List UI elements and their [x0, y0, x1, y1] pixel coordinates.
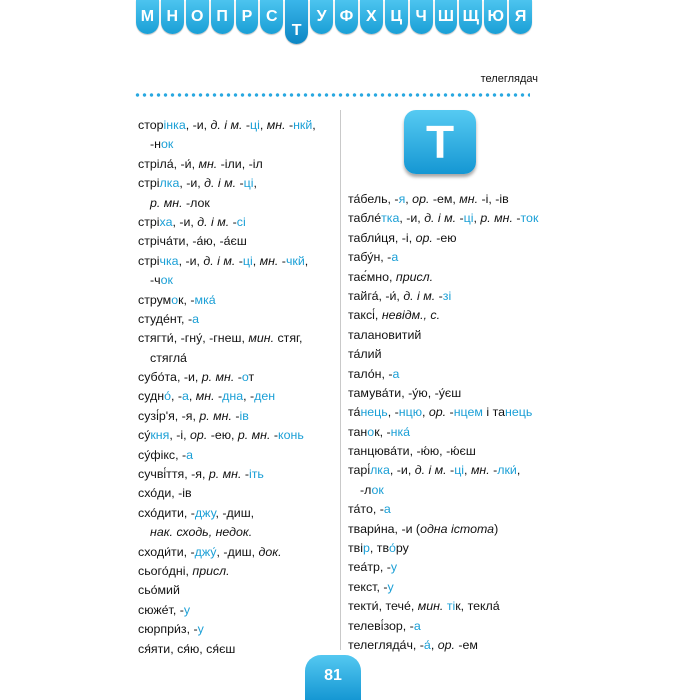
entry-segment: -л: [360, 482, 372, 497]
dictionary-entry-line: [138, 213, 338, 232]
highlighted-segment: чкй: [285, 253, 305, 268]
dictionary-entry-line: [348, 209, 558, 228]
alphabet-tab: Ф: [335, 0, 358, 34]
entry-segment: та́лий: [348, 347, 382, 362]
dictionary-entry-line: [348, 597, 558, 616]
entry-segment: -ч: [150, 273, 161, 288]
entry-segment: мн.: [266, 118, 286, 132]
entry-segment: присл.: [395, 269, 434, 284]
entry-segment: стрі: [138, 176, 160, 191]
highlighted-segment: ок: [160, 273, 173, 288]
entry-segment: ,: [253, 176, 257, 191]
entry-segment: мн.: [198, 156, 218, 171]
dictionary-entry-line: [138, 504, 338, 523]
dictionary-entry-line: [138, 174, 338, 193]
entry-segment: -іли, -іл: [217, 156, 263, 171]
highlighted-segment: нець: [505, 405, 533, 420]
entry-segment: -лок: [182, 195, 210, 210]
dictionary-entry-line: [348, 617, 558, 636]
entry-segment: мн.: [195, 389, 215, 404]
alphabet-tab: Н: [161, 0, 184, 34]
entry-segment: стріча́ти, -а́ю, -а́єш: [138, 234, 247, 249]
entry-segment: ,: [259, 118, 267, 132]
dictionary-entry-line: [348, 636, 558, 655]
dictionary-entry-line: [138, 349, 338, 368]
alphabet-tab: М: [136, 0, 159, 34]
entry-segment: д. і м.: [403, 288, 436, 303]
entry-segment: -: [435, 288, 443, 303]
dictionary-entry-line: [138, 116, 338, 135]
dictionary-entry-line: [348, 423, 558, 442]
entry-segment: -: [456, 211, 464, 226]
entry-segment: ор.: [437, 637, 455, 652]
dictionary-entry-line: [348, 442, 558, 461]
page-number: 81: [305, 655, 361, 700]
entry-segment: стор: [138, 118, 164, 132]
dictionary-entry-line: [138, 620, 338, 639]
highlighted-segment: дна: [222, 389, 244, 404]
dictionary-entry-line: [138, 271, 338, 290]
entry-segment: тан: [348, 424, 368, 439]
entries-column-left: [138, 116, 338, 659]
entry-segment: ): [494, 521, 499, 536]
alphabet-tab: О: [186, 0, 209, 34]
entry-segment: мин.: [417, 599, 444, 614]
entry-segment: сього́дні,: [138, 563, 193, 578]
entry-segment: ор.: [415, 230, 433, 245]
dictionary-entry-line: [138, 543, 338, 562]
entry-segment: -: [270, 428, 279, 443]
entry-segment: сюже́т, -: [138, 602, 184, 617]
highlighted-segment: конь: [278, 428, 304, 443]
entry-segment: , -: [170, 389, 182, 404]
entry-segment: ор.: [412, 192, 430, 206]
dictionary-entry-line: [138, 426, 338, 445]
entry-segment: одна істота: [420, 521, 495, 536]
entry-segment: танцюва́ти, -ю́ю, -ю́єш: [348, 444, 476, 459]
dictionary-entry-line: [348, 384, 558, 403]
entry-segment: та: [489, 405, 505, 420]
entry-segment: р. мн.: [150, 195, 183, 210]
dictionary-entry-line: [138, 252, 338, 271]
entry-segment: д. і м.: [424, 211, 457, 226]
highlighted-segment: ок: [371, 482, 384, 497]
dictionary-entry-line: [138, 368, 338, 387]
entry-segment: , -и,: [399, 211, 425, 226]
entry-segment: -ем,: [429, 192, 460, 206]
entry-segment: р. мн.: [199, 408, 232, 423]
entry-segment: -: [241, 467, 249, 482]
dictionary-entry-line: [138, 523, 338, 542]
entry-segment: , -и,: [178, 253, 204, 268]
dictionary-entry-line: [138, 291, 338, 310]
entry-segment: студе́нт, -: [138, 311, 193, 326]
entry-segment: -: [235, 253, 243, 268]
alphabet-tab: Я: [509, 0, 532, 34]
dictionary-entry-line: [138, 155, 338, 174]
entry-segment: табу́н, -: [348, 250, 392, 265]
highlighted-segment: лка: [159, 176, 180, 191]
entry-segment: -: [285, 118, 294, 132]
entry-segment: к, -: [178, 292, 195, 307]
alphabet-tab: Ш: [435, 0, 458, 34]
highlighted-segment: а́: [423, 637, 431, 652]
entry-segment: стрі: [138, 214, 160, 229]
entry-segment: -: [446, 405, 454, 420]
entry-segment: та́: [348, 405, 361, 420]
highlighted-segment: лки: [497, 463, 517, 478]
highlighted-segment: тка: [381, 211, 400, 226]
dictionary-entry-line: [348, 403, 558, 422]
entry-segment: твари́на, -и (: [348, 521, 421, 536]
entry-segment: стрі: [138, 253, 160, 268]
entry-segment: ,: [304, 253, 309, 268]
entry-segment: -і, -ів: [478, 192, 509, 206]
entry-segment: схо́ди, -ів: [138, 486, 192, 501]
entry-segment: т: [248, 370, 255, 385]
section-letter-badge: Т: [404, 110, 476, 174]
dictionary-entry-line: [138, 329, 338, 348]
entry-segment: -: [278, 253, 286, 268]
dictionary-entry-line: [138, 581, 338, 600]
entry-segment: к, -: [374, 424, 391, 439]
highlighted-segment: нка: [390, 424, 411, 439]
highlighted-segment: о́: [388, 541, 396, 556]
entry-segment: ор.: [190, 428, 208, 443]
entry-segment: і: [486, 405, 490, 420]
entry-segment: мин.: [248, 331, 275, 346]
entry-segment: мн.: [470, 463, 490, 478]
entry-segment: , -диш,: [216, 544, 259, 559]
highlighted-segment: у: [390, 560, 398, 575]
highlighted-segment: ці: [463, 211, 474, 226]
entry-segment: тарі́: [348, 463, 371, 478]
entry-segment: ,: [421, 405, 429, 420]
entry-segment: тає́мно,: [348, 269, 396, 284]
entry-segment: та́то, -: [348, 502, 384, 517]
entry-segment: -: [234, 370, 242, 385]
highlighted-segment: ці: [250, 118, 260, 132]
entry-segment: ру: [395, 541, 409, 556]
entry-segment: таксі́,: [348, 308, 382, 323]
entry-segment: д. і м.: [210, 118, 243, 132]
highlighted-segment: о: [171, 292, 179, 307]
entry-segment: струм: [138, 292, 172, 307]
highlighted-segment: сі: [236, 214, 246, 229]
entry-segment: , -и,: [185, 118, 211, 132]
entry-segment: телегляда́ч, -: [348, 637, 424, 652]
entry-segment: телеві́зор, -: [348, 618, 414, 633]
highlighted-segment: а: [413, 618, 421, 633]
highlighted-segment: нцю: [398, 405, 422, 420]
dictionary-entry-line: [348, 326, 558, 345]
entry-segment: ,: [188, 389, 196, 404]
entry-segment: нак.: [150, 525, 174, 540]
highlighted-segment: а: [186, 447, 194, 462]
highlighted-segment: іть: [248, 467, 264, 482]
dictionary-entry-line: [348, 500, 558, 519]
dictionary-entry-line: [348, 345, 558, 364]
entry-segment: ,: [464, 463, 471, 478]
highlighted-segment: а́: [208, 292, 216, 307]
entry-segment: теа́тр, -: [348, 560, 391, 575]
entry-segment: су́фікс, -: [138, 447, 187, 462]
highlighted-segment: ці: [242, 253, 253, 268]
highlighted-segment: ток: [520, 211, 539, 226]
entry-segment: ор.: [428, 405, 447, 420]
alphabet-tab: Р: [236, 0, 259, 34]
highlighted-segment: джу́: [194, 544, 217, 559]
highlighted-segment: а: [192, 311, 199, 326]
entry-segment: ,: [473, 211, 481, 226]
highlighted-segment: ок: [160, 137, 174, 152]
entry-segment: -ею,: [207, 428, 238, 443]
alphabet-tab: Ю: [484, 0, 507, 34]
entry-segment: ,: [252, 253, 260, 268]
entry-segment: недок.: [215, 525, 253, 540]
alphabet-tabs: [136, 0, 532, 42]
entry-segment: , -і,: [169, 428, 191, 443]
highlighted-segment: ден: [254, 389, 276, 404]
alphabet-tab: С: [260, 0, 283, 34]
highlighted-segment: кня: [150, 428, 170, 443]
dictionary-entry-line: [138, 194, 338, 213]
dictionary-entry-line: [348, 539, 558, 558]
running-header-word: телеглядач: [480, 73, 538, 85]
entry-segment: невідм., с.: [381, 308, 441, 323]
highlighted-segment: а: [383, 502, 391, 517]
entry-segment: р. мн.: [201, 370, 235, 385]
entry-segment: -: [446, 463, 455, 478]
highlighted-segment: а: [392, 366, 400, 381]
entry-segment: тві: [348, 541, 364, 556]
entry-segment: р. мн.: [208, 467, 242, 482]
dictionary-entry-line: [138, 601, 338, 620]
dictionary-entry-line: [138, 640, 338, 659]
entry-segment: -: [512, 211, 521, 226]
entry-segment: д. і м.: [414, 463, 447, 478]
entry-segment: ,: [430, 637, 438, 652]
highlighted-segment: а: [391, 250, 399, 265]
highlighted-segment: ха: [159, 214, 173, 229]
highlighted-segment: і: [163, 118, 167, 132]
dictionary-entry-line: [348, 306, 558, 325]
dictionary-entry-line: [348, 190, 558, 209]
dictionary-entry-line: [138, 387, 338, 406]
highlighted-segment: о: [241, 370, 249, 385]
alphabet-tab: Щ: [459, 0, 482, 34]
dictionary-entry-line: [348, 481, 558, 500]
entry-segment: та́бель, -: [348, 192, 399, 206]
entry-segment: талановитий: [348, 327, 422, 342]
entry-segment: ́,: [516, 463, 521, 478]
entry-segment: схо́дити, -: [138, 505, 195, 520]
entry-segment: присл.: [192, 563, 230, 578]
highlighted-segment: у: [183, 602, 191, 617]
highlighted-segment: нка: [166, 118, 186, 132]
entry-segment: , -и,: [179, 176, 205, 191]
alphabet-tab: П: [211, 0, 234, 34]
highlighted-segment: ті: [446, 599, 456, 614]
alphabet-tab: Ц: [385, 0, 408, 34]
entry-segment: ,: [312, 118, 316, 132]
dictionary-entry-line: [138, 465, 338, 484]
dictionary-entry-line: [348, 520, 558, 539]
entry-segment: текти́, тече́,: [348, 599, 418, 614]
dictionary-entry-line: [138, 446, 338, 465]
entry-segment: табле́: [348, 211, 382, 226]
dictionary-entry-line: [138, 135, 338, 154]
dictionary-entry-line: [138, 232, 338, 251]
entry-segment: тамува́ти, -у́ю, -у́єш: [348, 385, 462, 400]
highlighted-segment: зі: [442, 288, 452, 303]
highlighted-segment: ці: [454, 463, 465, 478]
entry-segment: -: [242, 118, 250, 132]
dictionary-entry-line: [348, 461, 558, 480]
entry-segment: р. мн.: [480, 211, 513, 226]
dictionary-entry-line: [348, 268, 558, 287]
entry-segment: , -и,: [389, 463, 415, 478]
entry-segment: док.: [258, 544, 282, 559]
entry-segment: д. і м.: [203, 253, 236, 268]
entry-segment: р. мн.: [237, 428, 271, 443]
entry-segment: -: [231, 408, 240, 423]
entry-segment: д. і м.: [197, 214, 230, 229]
highlighted-segment: у: [197, 622, 204, 637]
alphabet-tab: Х: [360, 0, 383, 34]
highlighted-segment: лка: [370, 463, 390, 478]
highlighted-segment: р: [363, 541, 370, 556]
entry-segment: -: [214, 389, 223, 404]
dictionary-entry-line: [138, 484, 338, 503]
highlighted-segment: ів: [239, 408, 249, 423]
entry-segment: -: [489, 463, 498, 478]
entry-segment: ся́яти, ся́ю, ся́єш: [138, 641, 236, 656]
entry-segment: ,: [405, 192, 413, 206]
highlighted-segment: я: [398, 192, 406, 206]
entry-segment: , -: [387, 405, 399, 420]
entry-segment: д. і м.: [204, 176, 237, 191]
entry-segment: сюрпри́з, -: [138, 622, 198, 637]
entry-segment: -н: [150, 137, 161, 152]
highlighted-segment: нкй: [293, 118, 313, 132]
dictionary-entry-line: [348, 578, 558, 597]
highlighted-segment: джу: [194, 505, 216, 520]
dictionary-entry-line: [138, 310, 338, 329]
column-divider: [340, 110, 341, 650]
entry-segment: су́: [138, 428, 151, 443]
entry-segment: тало́н, -: [348, 366, 393, 381]
entry-segment: стягла́: [150, 350, 187, 365]
entry-segment: стягти́, -гну́, -гнеш,: [138, 331, 249, 346]
entry-segment: сузі́р'я, -я,: [138, 408, 200, 423]
entries-column-right: [348, 190, 558, 655]
entry-segment: стріла́, -и́,: [138, 156, 199, 171]
entry-segment: -: [236, 176, 244, 191]
entry-segment: сучві́ття, -я,: [138, 467, 209, 482]
highlighted-segment: ці: [243, 176, 254, 191]
highlighted-segment: а: [181, 389, 189, 404]
entry-segment: , -: [243, 389, 255, 404]
highlighted-segment: мк: [194, 292, 209, 307]
dotted-divider: [134, 92, 530, 98]
dictionary-entry-line: [138, 562, 338, 581]
entry-segment: сьо́мий: [138, 583, 180, 598]
dictionary-entry-line: [348, 287, 558, 306]
highlighted-segment: чка: [159, 253, 179, 268]
highlighted-segment: о́: [164, 389, 171, 404]
entry-segment: -ем: [454, 637, 478, 652]
alphabet-tab: У: [310, 0, 333, 34]
entry-segment: -: [229, 214, 237, 229]
entry-segment: , -и,: [172, 214, 198, 229]
entry-segment: субо́та, -и,: [138, 370, 202, 385]
entry-segment: табли́ця, -і,: [348, 230, 416, 245]
entry-segment: к, текла́: [455, 599, 500, 614]
entry-segment: , тв: [369, 541, 389, 556]
entry-segment: мн.: [459, 192, 479, 206]
entry-segment: текст, -: [348, 579, 388, 594]
entry-segment: сходь,: [176, 525, 213, 540]
dictionary-entry-line: [348, 248, 558, 267]
alphabet-tab: Ч: [410, 0, 433, 34]
highlighted-segment: нцем: [453, 405, 483, 420]
alphabet-tab: Т: [285, 0, 308, 44]
entry-segment: мн.: [259, 253, 279, 268]
highlighted-segment: у: [387, 579, 394, 594]
entry-segment: сходи́ти, -: [138, 544, 195, 559]
entry-segment: , -диш,: [215, 505, 255, 520]
entry-segment: -ею: [432, 230, 457, 245]
dictionary-entry-line: [138, 407, 338, 426]
entry-segment: стяг,: [274, 331, 303, 346]
entry-segment: тайга́, -и́,: [348, 288, 404, 303]
entry-segment: судн: [138, 389, 165, 404]
dictionary-entry-line: [348, 229, 558, 248]
highlighted-segment: нець: [360, 405, 388, 420]
dictionary-entry-line: [348, 365, 558, 384]
dictionary-entry-line: [348, 558, 558, 577]
highlighted-segment: о: [367, 424, 375, 439]
